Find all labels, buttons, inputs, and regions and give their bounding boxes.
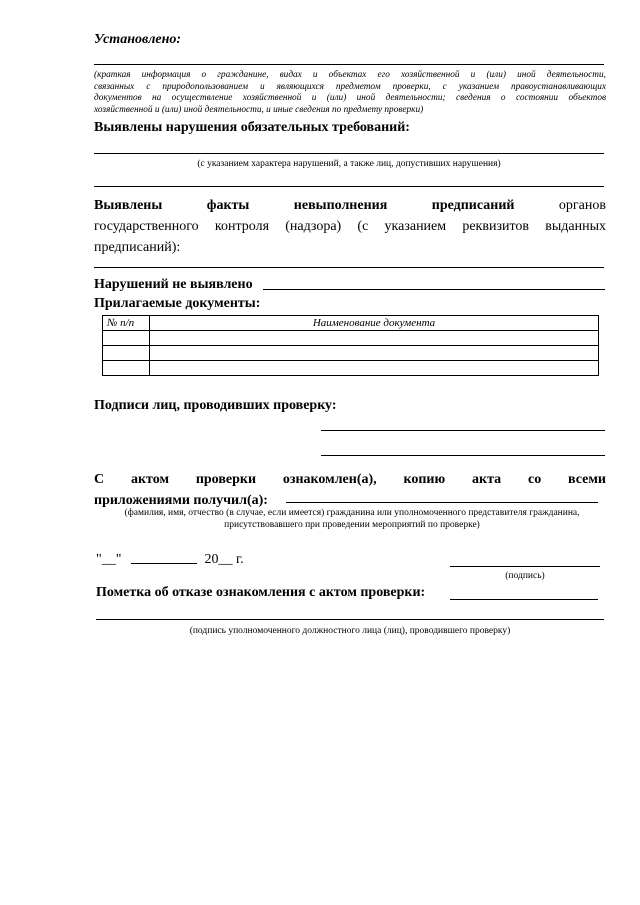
- column-header-document-name: Наименование документа: [150, 316, 599, 331]
- refusal-line: [450, 599, 598, 600]
- established-note: [94, 70, 606, 116]
- acquainted-word-3: проверки: [195, 472, 257, 487]
- date-year-prefix: 20: [204, 552, 219, 567]
- violations-line: [94, 153, 604, 154]
- prescriptions-word-2: факты: [206, 198, 250, 213]
- violations-line-2: [94, 186, 604, 187]
- acquainted-word-2: актом: [130, 472, 169, 487]
- table-cell: [150, 361, 599, 376]
- refusal-title: Пометка об отказе ознакомления с актом проверки:: [96, 585, 426, 600]
- prescriptions-word-4: предписаний: [431, 198, 515, 213]
- signatures-title: Подписи лиц, проводивших проверку:: [94, 398, 337, 413]
- signature-line-1: [321, 430, 605, 431]
- date-signature-line: [450, 566, 600, 567]
- prescriptions-word-1: Выявлены: [94, 198, 163, 213]
- established-note-line-4: хозяйственной и (или) иной деятельности, и иные сведения по предмету проверки): [94, 104, 424, 115]
- acquainted-note-line-2: присутствовавшего при проведении мероприятий по проверке): [224, 520, 480, 530]
- date-month-blank: [131, 563, 197, 564]
- established-note-line-2: связанных с природопользованием и являющихся предметом проверки, с указанием правоустанавливающих: [94, 81, 606, 92]
- table-cell: [150, 346, 599, 361]
- acquainted-word-1: С: [94, 472, 105, 487]
- acquainted-word-5: копию: [403, 472, 446, 487]
- prescriptions-word-3: невыполнения: [293, 198, 388, 213]
- established-note-line-3: документов на осуществление хозяйственной и (или) иной деятельности; сведения о состоянии объектов: [94, 93, 606, 103]
- no-violations-label: Нарушений не выявлено: [94, 277, 253, 292]
- refusal-signature-line: [96, 619, 604, 620]
- table-header-row: [103, 316, 599, 331]
- prescriptions-block: [94, 195, 606, 258]
- established-note-line-1: (краткая информация о гражданине, видах и объектах его хозяйственной и (или) иной деятельности,: [94, 70, 606, 80]
- violations-title: Выявлены нарушения обязательных требований:: [94, 120, 410, 135]
- table-row: [103, 346, 599, 361]
- acquainted-word-6: акта: [472, 472, 502, 487]
- refusal-note: (подпись уполномоченного должностного лица (лиц), проводившего проверку): [189, 626, 511, 636]
- attached-documents-table: [102, 315, 599, 376]
- prescriptions-line-1: [94, 195, 606, 216]
- table-cell: [103, 331, 150, 346]
- acquainted-word-4: ознакомлен(а),: [282, 472, 377, 487]
- table-cell: [103, 346, 150, 361]
- signature-line-2: [321, 455, 605, 456]
- date-field: [96, 552, 244, 568]
- acquainted-word-8: всеми: [568, 472, 606, 487]
- table-row: [103, 361, 599, 376]
- acquainted-line: [286, 502, 598, 503]
- table-row: [103, 331, 599, 346]
- violations-note: (с указанием характера нарушений, а также лиц, допустивших нарушения): [197, 159, 501, 169]
- acquainted-block: [94, 469, 606, 511]
- established-title: Установлено:: [94, 32, 182, 47]
- attached-title: Прилагаемые документы:: [94, 296, 261, 311]
- table-cell: [150, 331, 599, 346]
- prescriptions-line-3: предписаний):: [94, 240, 181, 255]
- table-cell: [103, 361, 150, 376]
- column-header-number: № п/п: [103, 316, 150, 331]
- acquainted-line-2: приложениями получил(а):: [94, 493, 268, 508]
- acquainted-word-7: со: [527, 472, 542, 487]
- acquainted-note: [94, 507, 610, 531]
- prescriptions-word-5: органов: [558, 198, 606, 213]
- prescriptions-line-2: государственного контроля (надзора) (с указанием реквизитов выданных: [94, 219, 606, 234]
- date-signature-note: (подпись): [505, 571, 545, 581]
- date-quote-open: ": [96, 552, 102, 567]
- date-day-blank: __: [101, 552, 116, 567]
- no-violations-line: [263, 289, 605, 290]
- date-quote-close: ": [115, 552, 122, 567]
- established-line: [94, 64, 604, 65]
- acquainted-line-1: [94, 469, 606, 490]
- acquainted-note-line-1: (фамилия, имя, отчество (в случае, если имеется) гражданина или уполномоченного представителя гражданина,: [124, 508, 580, 518]
- prescriptions-answer-line: [94, 267, 604, 268]
- date-year-suffix: __ г.: [218, 552, 244, 567]
